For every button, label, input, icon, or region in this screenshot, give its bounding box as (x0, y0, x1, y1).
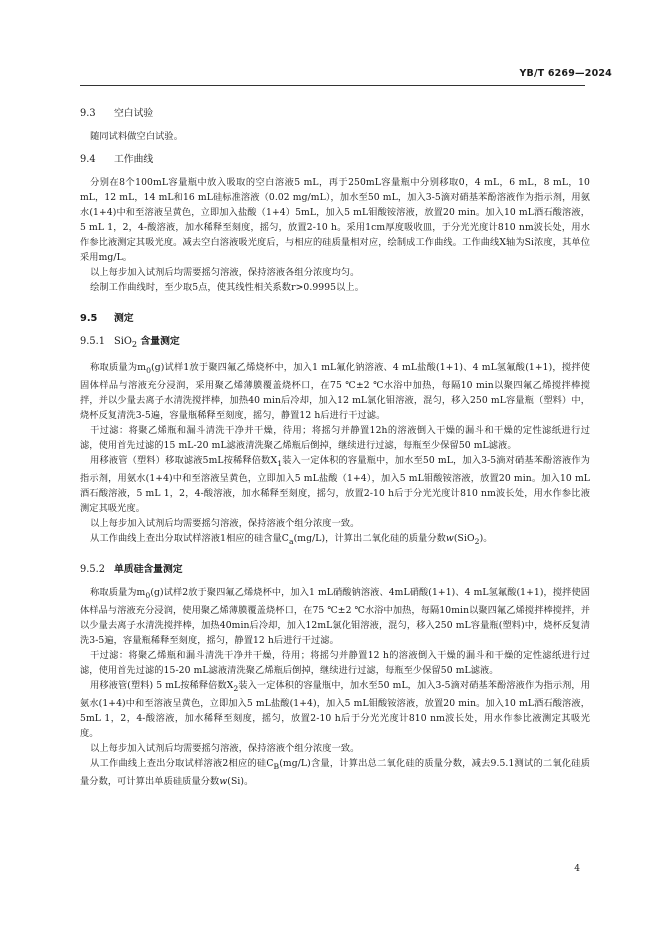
paragraph: 分别在8个100mL容量瓶中放入吸取的空白溶液5 mL，再于250mL容量瓶中分别移取0，4 mL，6 mL，8 mL，10 mL，12 mL，14 mL和16 mL硅标准溶液（0.02 mg/mL），加水至50 mL，加入3-5滴对硝基苯酚溶液作为指示剂，用氨水(1+4)中和至溶液呈黄色，立即加入盐酸（1+4）5mL，加入5 mL钼酸铵溶液，放置20 min。加入10 mL酒石酸溶液，5 mL 1，2，4-酸溶液，加水稀释至刻度，摇匀，放置2-10 h。采用1cm厚度吸收皿，于分光光度计810 nm波长处，用水作参比液测定其吸光度。减去空白溶液吸光度后，与相应的硅质量相对应，绘制成工作曲线。工作曲线X轴为Si浓度，其单位采用mg/L。 (80, 177, 590, 263)
section-number: 9.5.1 (80, 336, 105, 347)
section-title: 空白试验 (114, 108, 154, 119)
paragraph: 从工作曲线上查出分取试样溶液2相应的硅$C_B(mg/L)$含量，计算出总二氧化硅的质量分数，减去9.5.1测试的二氧化硅质量分数，可计算出单质硅质量分数w(Si)。 (80, 758, 591, 787)
paragraph: 干过滤：将聚乙烯瓶和漏斗清洗干净并干燥，待用；将摇匀并静置12 h的溶液倒入干燥的漏斗和干燥的定性滤纸进行过滤，使用首先过滤的15-20 mL滤液清洗聚乙烯瓶后倒掉，继续进行过滤，每瓶至少保留50 mL滤液。 (80, 650, 590, 677)
section-heading-9-5-2 (80, 562, 590, 577)
section-number: 9.5 (80, 313, 98, 324)
section-number: 9.3 (80, 108, 96, 119)
paragraph: 随同试料做空白试验。 (90, 131, 183, 142)
document-body (80, 106, 590, 789)
section-title: SiO$_2$ 含量测定 (114, 336, 180, 349)
paragraph: 以上每步加入试剂后均需要摇匀溶液，保持溶液个组分浓度一致。 (90, 743, 360, 755)
section-title: 测定 (114, 313, 134, 324)
section-heading-9-4 (80, 152, 590, 167)
section-heading-9-5 (80, 311, 590, 326)
paragraph: 干过滤：将聚乙烯瓶和漏斗清洗干净并干燥，待用；将摇匀并静置12h的溶液倒入干燥的漏斗和干燥的定性滤纸进行过滤，使用首先过滤的15 mL-20 mL滤液清洗聚乙烯瓶后倒掉，继续进行过滤，每瓶至少保留50 mL滤液。 (80, 424, 590, 451)
section-heading-9-3 (80, 106, 590, 121)
section-number: 9.4 (80, 154, 96, 165)
paragraph: 从工作曲线上查出分取试样溶液1相应的硅含量$C_a(mg/L)$，计算出二氧化硅的质量分数w(SiO$_2$)。 (90, 532, 493, 546)
page-number: 4 (574, 864, 580, 874)
section-number: 9.5.2 (80, 564, 105, 576)
paragraph: 以上每步加入试剂后均需要摇匀溶液，保持溶液各组分浓度均匀。 (90, 267, 360, 278)
standard-number: YB/T 6269—2024 (519, 68, 612, 79)
paragraph: 用移液管(塑料) 5 mL按稀释倍数$X_2$装入一定体积的容量瓶中，加水至50 mL，加入3-5滴对硝基苯酚溶液作为指示剂，用氨水(1+4)中和至溶液呈黄色，立即加入5 mL盐酸(1+4)，加入5 mL钼酸铵溶液，放置20 min。加入10 mL酒石酸溶液，5mL 1，2，4-酸溶液，加水稀释至刻度，摇匀，放置2-10 h后于分光光度计810 nm波长处，用水作参比液测定其吸光度。 (80, 680, 591, 740)
section-heading-9-5-1 (80, 334, 590, 352)
header-rule (80, 85, 585, 86)
paragraph: 称取质量为$m_0(g)$试样2放于聚四氟乙烯烧杯中，加入1 mL硝酸钠溶液、4mL硝酸(1+1)、4 mL氢氟酸(1+1)，搅拌使固体样品与溶液充分浸润，使用聚乙烯薄膜覆盖烧杯口，在75 ℃±2 ℃水浴中加热，每隔10min以聚四氟乙烯搅拌棒搅拌，并以少量去离子水清洗搅拌棒，加热40min后冷却，加入12mL氯化钼溶液，混匀，移入250 mL容量瓶(塑料)中，烧杯反复清洗3-5遍，容量瓶稀释至刻度，摇匀，静置12 h后进行干过滤。 (80, 587, 590, 647)
paragraph: 称取质量为$m_0(g)$试样1放于聚四氟乙烯烧杯中，加入1 mL氟化钠溶液、4 mL盐酸(1+1)、4 mL氢氟酸(1+1)，搅拌使固体样品与溶液充分浸润，采用聚乙烯薄膜覆盖烧杯口，在75 ℃±2 ℃水浴中加热，每隔10 min以聚四氟乙烯搅拌棒搅拌，并以少量去离子水清洗搅拌棒，加热40 min后冷却，加入12 mL氯化钼溶液，混匀，移入250 mL容量瓶（塑料）中，烧杯反复清洗3-5遍，容量瓶稀释至刻度，摇匀，静置12 h后进行干过滤。 (80, 361, 591, 421)
section-title: 工作曲线 (114, 154, 154, 165)
paragraph: 绘制工作曲线时，至少取5点，使其线性相关系数r>0.9995以上。 (90, 282, 364, 293)
section-title: 单质硅含量测定 (114, 564, 183, 576)
paragraph: 用移液管（塑料）移取滤液5mL按稀释倍数$X_1$装入一定体积的容量瓶中，加水至50 mL，加入3-5滴对硝基苯酚溶液作为指示剂，用氨水(1+4)中和至溶液呈黄色，立即加入5 mL盐酸（1+4），加入5 mL钼酸铵溶液，放置20 min。加入10 mL酒石酸溶液，5 mL 1，2，4-酸溶液，加水稀释至刻度，摇匀，放置2-10 h后于分光光度计810 nm波长处，用水作参比液测定其吸光度。 (80, 454, 590, 514)
paragraph: 以上每步加入试剂后均需要摇匀溶液，保持溶液个组分浓度一致。 (90, 517, 360, 529)
